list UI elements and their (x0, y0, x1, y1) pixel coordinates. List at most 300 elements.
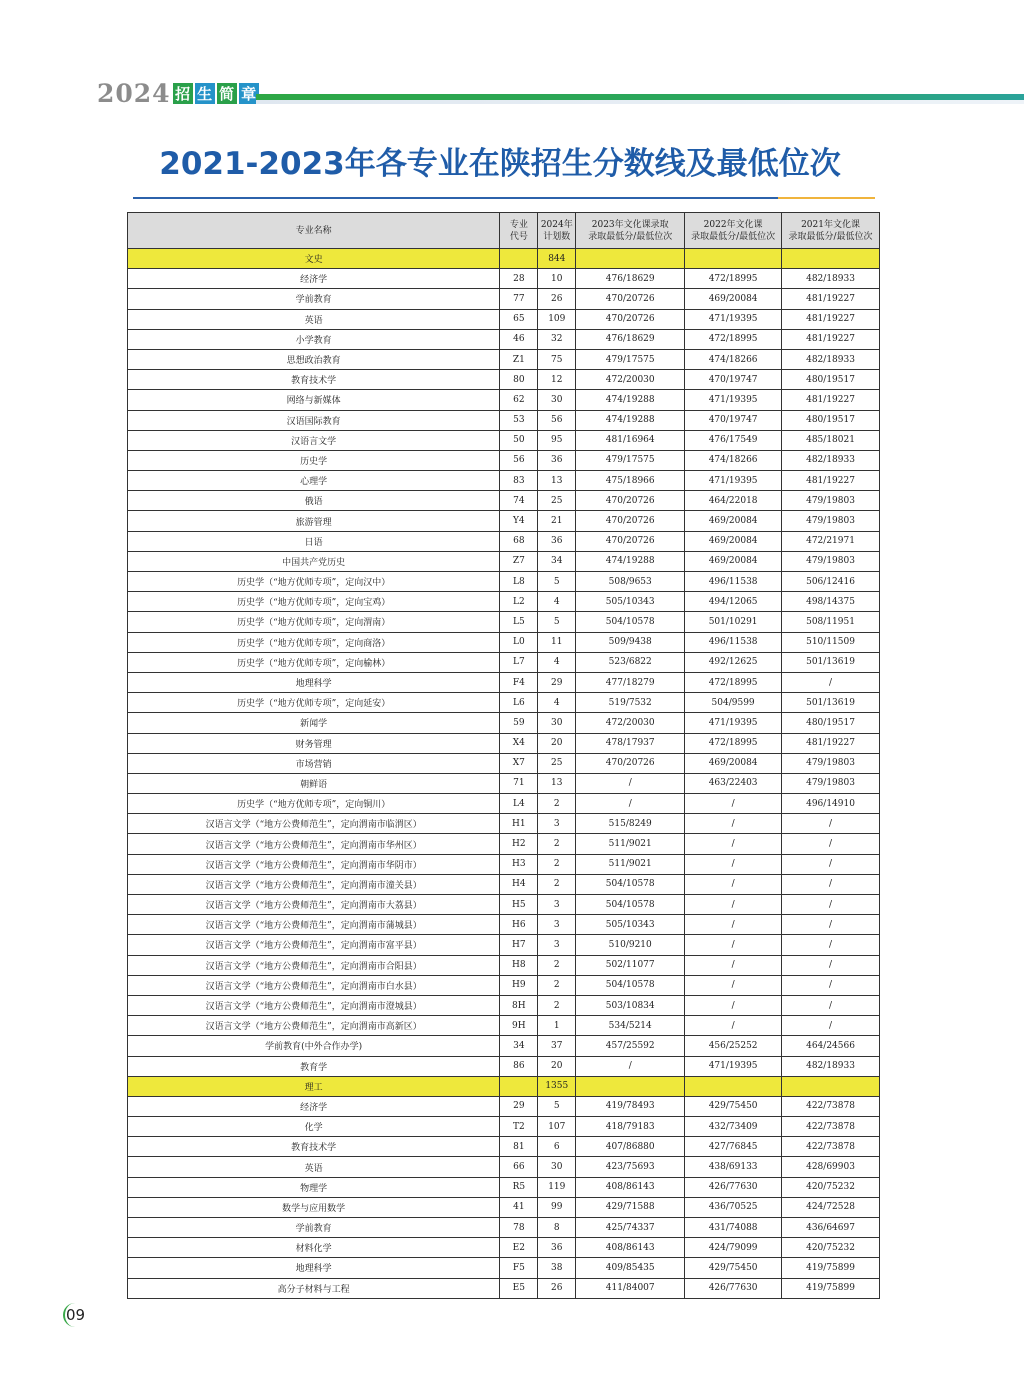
cell-y2021: 472/21971 (782, 531, 880, 551)
cell-y2023: 407/86880 (576, 1137, 685, 1157)
brand-tag: 章 (239, 83, 259, 104)
cell-y2022: 501/10291 (685, 612, 782, 632)
table-row (128, 491, 880, 511)
brand-tag: 招 (173, 83, 193, 104)
cell-y2021: 481/19227 (782, 471, 880, 491)
table-row (128, 955, 880, 975)
cell-y2022: 496/11538 (685, 632, 782, 652)
cell-plan: 20 (538, 733, 576, 753)
table-row (128, 773, 880, 793)
cell-code: 81 (500, 1137, 538, 1157)
cell-plan: 75 (538, 349, 576, 369)
cell-y2021: 419/75899 (782, 1258, 880, 1278)
cell-y2023: 504/10578 (576, 895, 685, 915)
table-row (128, 592, 880, 612)
cell-y2021: 506/12416 (782, 572, 880, 592)
table-row (128, 289, 880, 309)
cell-y2023: / (576, 794, 685, 814)
cell-plan: 5 (538, 572, 576, 592)
cell-y2022: 429/75450 (685, 1096, 782, 1116)
cell-y2022: 471/19395 (685, 309, 782, 329)
cell-plan: 30 (538, 713, 576, 733)
cell-y2023: 429/71588 (576, 1197, 685, 1217)
section-y2022 (685, 1076, 782, 1096)
cell-y2023: 503/10834 (576, 995, 685, 1015)
table-row (128, 814, 880, 834)
cell-plan: 95 (538, 430, 576, 450)
cell-name: 财务管理 (128, 733, 500, 753)
cell-y2022: 476/17549 (685, 430, 782, 450)
cell-y2023: 479/17575 (576, 450, 685, 470)
cell-y2021: / (782, 975, 880, 995)
cell-y2023: 476/18629 (576, 329, 685, 349)
cell-plan: 36 (538, 1238, 576, 1258)
table-row (128, 915, 880, 935)
cell-plan: 109 (538, 309, 576, 329)
cell-code: 71 (500, 773, 538, 793)
cell-y2022: 504/9599 (685, 693, 782, 713)
cell-code: L6 (500, 693, 538, 713)
cell-y2023: 534/5214 (576, 1016, 685, 1036)
table-row (128, 430, 880, 450)
cell-plan: 26 (538, 289, 576, 309)
table-row (128, 309, 880, 329)
cell-y2021: 428/69903 (782, 1157, 880, 1177)
cell-y2022: 471/19395 (685, 713, 782, 733)
section-plan-total: 844 (538, 249, 576, 269)
cell-y2021: 496/14910 (782, 794, 880, 814)
cell-code: H8 (500, 955, 538, 975)
cell-code: 86 (500, 1056, 538, 1076)
cell-y2022: / (685, 915, 782, 935)
cell-code: E2 (500, 1238, 538, 1258)
cell-y2023: 509/9438 (576, 632, 685, 652)
cell-plan: 56 (538, 410, 576, 430)
table-row (128, 612, 880, 632)
header-score-2023-text: 2023年文化课录取 录取最低分/最低位次 (588, 219, 673, 242)
table-row (128, 895, 880, 915)
section-name: 文史 (128, 249, 500, 269)
cell-y2021: 481/19227 (782, 309, 880, 329)
cell-name: 汉语国际教育 (128, 410, 500, 430)
cell-y2021: 436/64697 (782, 1218, 880, 1238)
cell-y2022: 471/19395 (685, 1056, 782, 1076)
header-plan-2024 (538, 213, 576, 249)
cell-code: R5 (500, 1177, 538, 1197)
cell-y2022: 469/20084 (685, 289, 782, 309)
table-row (128, 874, 880, 894)
cell-y2022: / (685, 834, 782, 854)
cell-plan: 36 (538, 450, 576, 470)
cell-y2022: 496/11538 (685, 572, 782, 592)
cell-code: H9 (500, 975, 538, 995)
cell-plan: 2 (538, 794, 576, 814)
cell-name: 俄语 (128, 491, 500, 511)
cell-plan: 13 (538, 773, 576, 793)
cell-name: 汉语言文学（“地方公费师范生”，定向渭南市潼关县） (128, 874, 500, 894)
cell-y2022: 472/18995 (685, 733, 782, 753)
cell-name: 汉语言文学（“地方公费师范生”，定向渭南市高新区） (128, 1016, 500, 1036)
cell-y2023: 519/7532 (576, 693, 685, 713)
cell-y2021: / (782, 895, 880, 915)
cell-plan: 2 (538, 874, 576, 894)
cell-name: 思想政治教育 (128, 349, 500, 369)
brand-year: 2024 (97, 78, 171, 108)
cell-y2022: 474/18266 (685, 450, 782, 470)
cell-plan: 25 (538, 491, 576, 511)
cell-name: 汉语言文学（“地方公费师范生”，定向渭南市白水县） (128, 975, 500, 995)
header-plan-2024-text: 2024年 计划数 (540, 219, 573, 242)
cell-name: 心理学 (128, 471, 500, 491)
cell-plan: 4 (538, 652, 576, 672)
cell-y2021: 481/19227 (782, 329, 880, 349)
header-score-2022-text: 2022年文化课 录取最低分/最低位次 (691, 219, 776, 242)
cell-name: 材料化学 (128, 1238, 500, 1258)
page-title: 2021-2023年各专业在陕招生分数线及最低位次 (159, 146, 841, 182)
cell-plan: 4 (538, 592, 576, 612)
cell-y2022: 469/20084 (685, 511, 782, 531)
cell-y2023: 474/19288 (576, 551, 685, 571)
cell-y2023: 408/86143 (576, 1238, 685, 1258)
page-number: 09 (66, 1306, 86, 1324)
cell-name: 化学 (128, 1117, 500, 1137)
cell-code: H2 (500, 834, 538, 854)
cell-plan: 99 (538, 1197, 576, 1217)
cell-y2023: 470/20726 (576, 289, 685, 309)
cell-y2021: / (782, 874, 880, 894)
cell-y2022: 464/22018 (685, 491, 782, 511)
cell-code: 50 (500, 430, 538, 450)
cell-plan: 5 (538, 612, 576, 632)
cell-code: H6 (500, 915, 538, 935)
admission-score-table (127, 212, 880, 1299)
cell-code: X7 (500, 753, 538, 773)
table-row (128, 632, 880, 652)
cell-name: 历史学（“地方优师专项”，定向渭南） (128, 612, 500, 632)
table-row (128, 1218, 880, 1238)
cell-name: 小学教育 (128, 329, 500, 349)
cell-y2023: 502/11077 (576, 955, 685, 975)
cell-y2022: 469/20084 (685, 531, 782, 551)
cell-plan: 29 (538, 672, 576, 692)
cell-plan: 32 (538, 329, 576, 349)
table-row (128, 572, 880, 592)
table-row (128, 370, 880, 390)
table-row (128, 935, 880, 955)
cell-y2023: 475/18966 (576, 471, 685, 491)
cell-y2021: 422/73878 (782, 1096, 880, 1116)
cell-y2022: 492/12625 (685, 652, 782, 672)
cell-name: 日语 (128, 531, 500, 551)
cell-name: 数学与应用数学 (128, 1197, 500, 1217)
cell-name: 英语 (128, 309, 500, 329)
cell-y2021: 480/19517 (782, 713, 880, 733)
table-row (128, 1197, 880, 1217)
table-row (128, 652, 880, 672)
cell-y2021: / (782, 854, 880, 874)
cell-name: 教育技术学 (128, 1137, 500, 1157)
cell-y2022: 469/20084 (685, 753, 782, 773)
cell-y2023: 457/25592 (576, 1036, 685, 1056)
cell-name: 地理科学 (128, 1258, 500, 1278)
cell-plan: 107 (538, 1117, 576, 1137)
cell-code: X4 (500, 733, 538, 753)
cell-plan: 2 (538, 854, 576, 874)
cell-y2023: 425/74337 (576, 1218, 685, 1238)
cell-y2023: 419/78493 (576, 1096, 685, 1116)
cell-y2021: 501/13619 (782, 652, 880, 672)
cell-y2023: 470/20726 (576, 753, 685, 773)
cell-plan: 2 (538, 975, 576, 995)
cell-plan: 119 (538, 1177, 576, 1197)
cell-plan: 3 (538, 895, 576, 915)
cell-code: 53 (500, 410, 538, 430)
cell-name: 汉语言文学（“地方公费师范生”，定向渭南市富平县） (128, 935, 500, 955)
table-row (128, 1137, 880, 1157)
table-row (128, 753, 880, 773)
cell-y2021: 481/19227 (782, 289, 880, 309)
cell-y2022: 471/19395 (685, 471, 782, 491)
cell-code: 46 (500, 329, 538, 349)
cell-y2021: / (782, 672, 880, 692)
header-major-code-text: 专业 代号 (509, 219, 528, 242)
cell-code: 65 (500, 309, 538, 329)
cell-name: 汉语言文学 (128, 430, 500, 450)
cell-y2022: 463/22403 (685, 773, 782, 793)
cell-y2022: 470/19747 (685, 370, 782, 390)
cell-name: 学前教育 (128, 289, 500, 309)
cell-y2022: 426/77630 (685, 1177, 782, 1197)
cell-y2021: 419/75899 (782, 1278, 880, 1298)
section-y2023 (576, 249, 685, 269)
cell-y2023: 470/20726 (576, 309, 685, 329)
cell-y2022: 427/76845 (685, 1137, 782, 1157)
cell-y2022: 472/18995 (685, 329, 782, 349)
cell-y2023: 510/9210 (576, 935, 685, 955)
table-row (128, 410, 880, 430)
cell-name: 新闻学 (128, 713, 500, 733)
cell-y2021: / (782, 955, 880, 975)
cell-plan: 10 (538, 269, 576, 289)
cell-plan: 2 (538, 995, 576, 1015)
cell-code: H3 (500, 854, 538, 874)
cell-y2022: 471/19395 (685, 390, 782, 410)
cell-plan: 13 (538, 471, 576, 491)
cell-y2023: 474/19288 (576, 390, 685, 410)
table-row (128, 531, 880, 551)
cell-name: 中国共产党历史 (128, 551, 500, 571)
cell-y2023: 504/10578 (576, 612, 685, 632)
cell-y2021: 482/18933 (782, 1056, 880, 1076)
cell-y2023: 472/20030 (576, 370, 685, 390)
section-y2021 (782, 249, 880, 269)
cell-name: 历史学（“地方优师专项”，定向宝鸡） (128, 592, 500, 612)
cell-y2022: 431/74088 (685, 1218, 782, 1238)
cell-name: 汉语言文学（“地方公费师范生”，定向渭南市华州区） (128, 834, 500, 854)
cell-plan: 3 (538, 814, 576, 834)
cell-y2021: 420/75232 (782, 1238, 880, 1258)
cell-code: 74 (500, 491, 538, 511)
cell-y2021: 501/13619 (782, 693, 880, 713)
title-underline-blue (133, 197, 778, 199)
section-row (128, 1076, 880, 1096)
cell-name: 历史学 (128, 450, 500, 470)
cell-y2023: 508/9653 (576, 572, 685, 592)
cell-y2022: / (685, 794, 782, 814)
cell-y2023: 477/18279 (576, 672, 685, 692)
table-row (128, 733, 880, 753)
cell-name: 历史学（“地方优师专项”，定向铜川） (128, 794, 500, 814)
cell-code: L5 (500, 612, 538, 632)
section-code (500, 249, 538, 269)
cell-name: 历史学（“地方优师专项”，定向汉中） (128, 572, 500, 592)
cell-y2022: 436/70525 (685, 1197, 782, 1217)
cell-name: 地理科学 (128, 672, 500, 692)
cell-plan: 30 (538, 1157, 576, 1177)
cell-code: H7 (500, 935, 538, 955)
cell-y2022: / (685, 1016, 782, 1036)
cell-name: 高分子材料与工程 (128, 1278, 500, 1298)
cell-y2021: / (782, 915, 880, 935)
header-score-2022 (685, 213, 782, 249)
brand-tag: 生 (195, 83, 215, 104)
section-code (500, 1076, 538, 1096)
table-row (128, 450, 880, 470)
cell-y2022: 432/73409 (685, 1117, 782, 1137)
cell-y2021: / (782, 834, 880, 854)
cell-plan: 34 (538, 551, 576, 571)
table-row (128, 1096, 880, 1116)
cell-y2022: / (685, 874, 782, 894)
cell-name: 教育技术学 (128, 370, 500, 390)
cell-y2022: 472/18995 (685, 672, 782, 692)
cell-y2023: 504/10578 (576, 975, 685, 995)
cell-plan: 5 (538, 1096, 576, 1116)
cell-plan: 20 (538, 1056, 576, 1076)
cell-y2021: 422/73878 (782, 1137, 880, 1157)
cell-code: F4 (500, 672, 538, 692)
cell-y2021: / (782, 814, 880, 834)
table-row (128, 1157, 880, 1177)
cell-name: 学前教育(中外合作办学) (128, 1036, 500, 1056)
table-row (128, 1056, 880, 1076)
cell-code: L7 (500, 652, 538, 672)
cell-code: 62 (500, 390, 538, 410)
cell-y2021: 479/19803 (782, 511, 880, 531)
cell-name: 学前教育 (128, 1218, 500, 1238)
cell-code: 9H (500, 1016, 538, 1036)
table-row (128, 693, 880, 713)
cell-y2021: 485/18021 (782, 430, 880, 450)
cell-plan: 6 (538, 1137, 576, 1157)
cell-y2021: / (782, 935, 880, 955)
table-row (128, 713, 880, 733)
cell-y2021: / (782, 1016, 880, 1036)
cell-y2022: 424/79099 (685, 1238, 782, 1258)
cell-y2023: 523/6822 (576, 652, 685, 672)
cell-plan: 38 (538, 1258, 576, 1278)
cell-y2022: 472/18995 (685, 269, 782, 289)
cell-y2022: 494/12065 (685, 592, 782, 612)
cell-code: T2 (500, 1117, 538, 1137)
cell-code: 78 (500, 1218, 538, 1238)
cell-y2021: 479/19803 (782, 491, 880, 511)
cell-y2022: / (685, 854, 782, 874)
cell-y2023: 418/79183 (576, 1117, 685, 1137)
header-major-name: 专业名称 (128, 213, 500, 249)
cell-y2022: 469/20084 (685, 551, 782, 571)
header-score-2023 (576, 213, 685, 249)
cell-name: 经济学 (128, 1096, 500, 1116)
cell-name: 汉语言文学（“地方公费师范生”，定向渭南市合阳县） (128, 955, 500, 975)
cell-y2023: 476/18629 (576, 269, 685, 289)
table-row (128, 834, 880, 854)
cell-y2021: 482/18933 (782, 450, 880, 470)
cell-plan: 25 (538, 753, 576, 773)
table-row (128, 854, 880, 874)
cell-plan: 2 (538, 955, 576, 975)
table-row (128, 1238, 880, 1258)
cell-code: 28 (500, 269, 538, 289)
cell-name: 历史学（“地方优师专项”，定向商洛） (128, 632, 500, 652)
cell-code: Z7 (500, 551, 538, 571)
section-y2022 (685, 249, 782, 269)
cell-y2022: 426/77630 (685, 1278, 782, 1298)
table-row (128, 551, 880, 571)
cell-code: L0 (500, 632, 538, 652)
cell-code: 8H (500, 995, 538, 1015)
cell-name: 网络与新媒体 (128, 390, 500, 410)
cell-code: L8 (500, 572, 538, 592)
header-major-code (500, 213, 538, 249)
cell-y2022: 456/25252 (685, 1036, 782, 1056)
brochure-brand (97, 78, 261, 108)
table-row (128, 1177, 880, 1197)
cell-y2022: 429/75450 (685, 1258, 782, 1278)
cell-name: 汉语言文学（“地方公费师范生”，定向渭南市华阴市） (128, 854, 500, 874)
cell-y2023: 474/19288 (576, 410, 685, 430)
cell-y2022: / (685, 895, 782, 915)
cell-plan: 12 (538, 370, 576, 390)
cell-y2021: 482/18933 (782, 269, 880, 289)
cell-code: H5 (500, 895, 538, 915)
cell-y2021: 464/24566 (782, 1036, 880, 1056)
cell-name: 物理学 (128, 1177, 500, 1197)
cell-plan: 3 (538, 915, 576, 935)
cell-y2023: 505/10343 (576, 915, 685, 935)
cell-y2021: 481/19227 (782, 733, 880, 753)
cell-y2023: 423/75693 (576, 1157, 685, 1177)
cell-name: 汉语言文学（“地方公费师范生”，定向渭南市大荔县） (128, 895, 500, 915)
section-y2021 (782, 1076, 880, 1096)
cell-name: 历史学（“地方优师专项”，定向榆林） (128, 652, 500, 672)
brand-tags (173, 83, 261, 104)
table-body (128, 249, 880, 1299)
cell-y2023: 481/16964 (576, 430, 685, 450)
cell-y2023: 515/8249 (576, 814, 685, 834)
cell-y2022: / (685, 814, 782, 834)
cell-y2021: 481/19227 (782, 390, 880, 410)
cell-code: 59 (500, 713, 538, 733)
table-row (128, 672, 880, 692)
cell-y2023: 479/17575 (576, 349, 685, 369)
cell-name: 历史学（“地方优师专项”，定向延安） (128, 693, 500, 713)
cell-name: 朝鲜语 (128, 773, 500, 793)
cell-name: 汉语言文学（“地方公费师范生”，定向渭南市澄城县） (128, 995, 500, 1015)
header-score-2021-text: 2021年文化课 录取最低分/最低位次 (788, 219, 873, 242)
table-row (128, 1036, 880, 1056)
cell-y2021: 510/11509 (782, 632, 880, 652)
